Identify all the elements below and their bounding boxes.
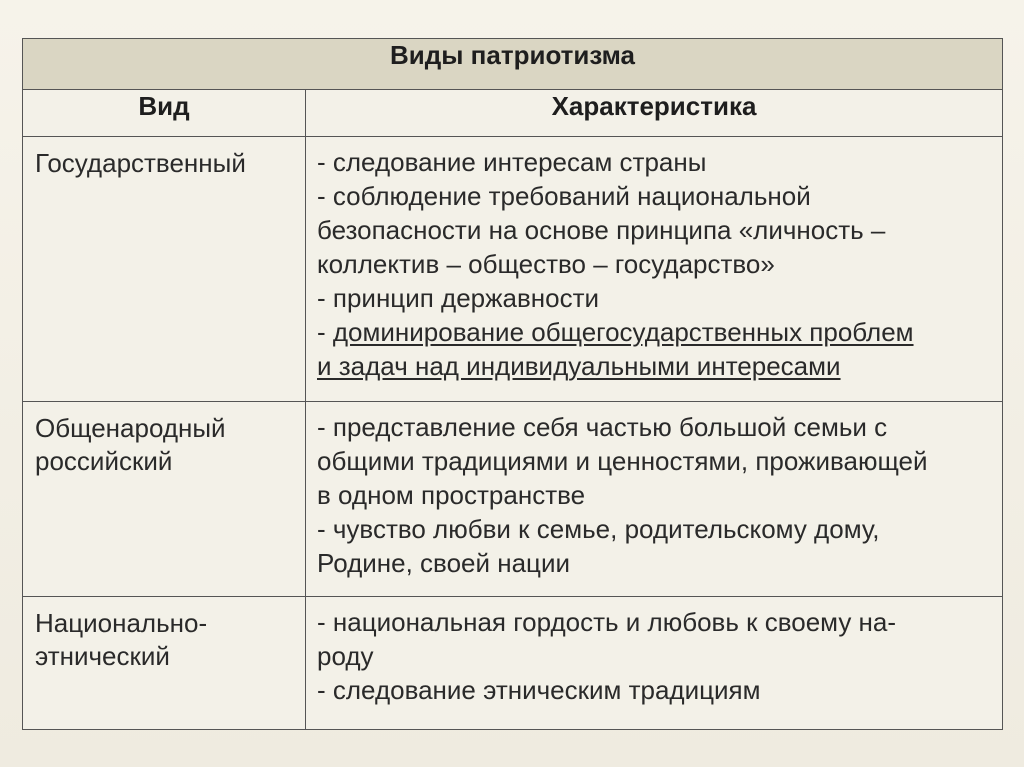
table-title-row bbox=[23, 39, 1003, 90]
table-row bbox=[23, 597, 1003, 730]
kind-cell bbox=[23, 402, 306, 597]
characteristic-line: роду bbox=[317, 641, 374, 671]
characteristic-cell bbox=[306, 597, 1003, 730]
characteristic-line: коллектив – общество – государство» bbox=[317, 249, 775, 279]
characteristic-cell bbox=[306, 137, 1003, 402]
kind-cell bbox=[23, 137, 306, 402]
kind-cell bbox=[23, 597, 306, 730]
characteristic-line: - представление себя частью большой семьи с bbox=[317, 412, 888, 442]
patriotism-types-table bbox=[22, 38, 1003, 730]
table-header-row bbox=[23, 90, 1003, 137]
characteristic-line: безопасности на основе принципа «личность – bbox=[317, 215, 886, 245]
characteristic-line: - национальная гордость и любовь к своему на- bbox=[317, 607, 897, 637]
characteristic-line: общими традициями и ценностями, проживающей bbox=[317, 446, 928, 476]
characteristic-line: - чувство любви к семье, родительскому дому, bbox=[317, 514, 880, 544]
characteristic-line: в одном пространстве bbox=[317, 480, 586, 510]
underlined-text: доминирование общегосударственных проблем bbox=[332, 317, 914, 347]
characteristic-cell bbox=[306, 402, 1003, 597]
kind-label: Национально- bbox=[35, 608, 208, 638]
column-header-kind: Вид bbox=[23, 90, 306, 137]
characteristic-line: Родине, своей нации bbox=[317, 548, 570, 578]
characteristic-line-underlined: и задач над индивидуальными интересами bbox=[317, 351, 841, 381]
characteristic-line: - соблюдение требований национальной bbox=[317, 181, 811, 211]
kind-label: российский bbox=[35, 446, 173, 476]
table-row bbox=[23, 402, 1003, 597]
characteristic-line: - следование этническим традициям bbox=[317, 675, 761, 705]
kind-label: этнический bbox=[35, 641, 170, 671]
kind-label: Государственный bbox=[35, 148, 246, 178]
column-header-characteristic: Характеристика bbox=[306, 90, 1003, 137]
table-row bbox=[23, 137, 1003, 402]
characteristic-line: - принцип державности bbox=[317, 283, 600, 313]
kind-label: Общенародный bbox=[35, 413, 226, 443]
characteristic-line: - следование интересам страны bbox=[317, 147, 707, 177]
characteristic-line-underlined bbox=[317, 315, 994, 349]
line-prefix: - bbox=[317, 317, 333, 347]
table-title: Виды патриотизма bbox=[23, 39, 1003, 90]
